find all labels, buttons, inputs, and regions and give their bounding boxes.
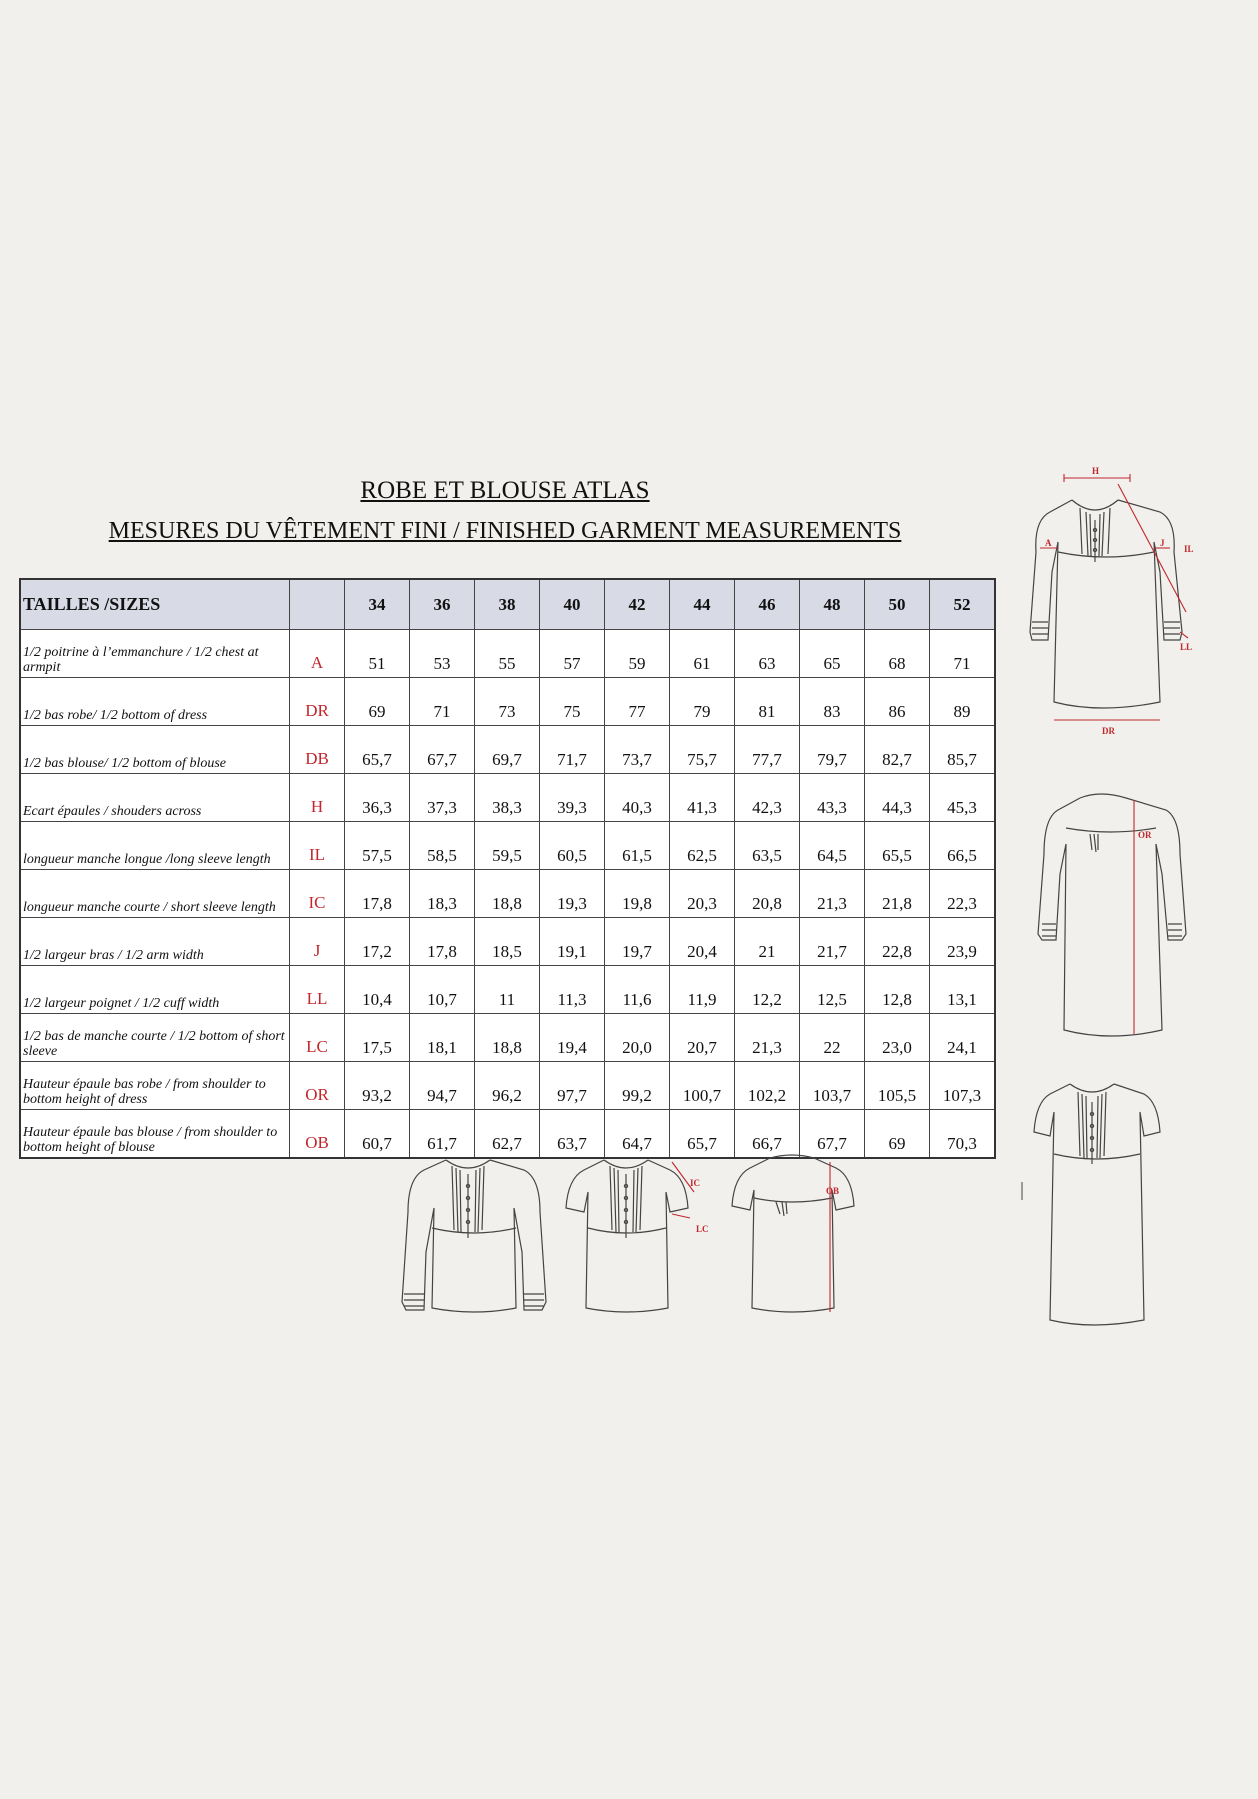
table-row [20, 966, 995, 1014]
measurement-value: 69,7 [475, 726, 540, 774]
measurement-code: LC [290, 1014, 345, 1062]
measurement-value: 65,7 [345, 726, 410, 774]
measurement-value: 61,7 [410, 1110, 475, 1159]
measurement-value: 37,3 [410, 774, 475, 822]
table-row [20, 918, 995, 966]
measurement-value: 79,7 [800, 726, 865, 774]
measurement-value: 12,2 [735, 966, 800, 1014]
measurement-value: 21,3 [735, 1014, 800, 1062]
measurement-value: 22,3 [930, 870, 996, 918]
measurement-value: 63,7 [540, 1110, 605, 1159]
measurement-value: 94,7 [410, 1062, 475, 1110]
diagram-label-lc: LC [696, 1224, 709, 1234]
measurement-value: 12,5 [800, 966, 865, 1014]
measurement-value: 18,8 [475, 1014, 540, 1062]
measurement-value: 73,7 [605, 726, 670, 774]
measurement-value: 77 [605, 678, 670, 726]
measurement-value: 19,8 [605, 870, 670, 918]
diagram-label-h: H [1092, 466, 1100, 476]
measurement-value: 11,6 [605, 966, 670, 1014]
measurement-value: 17,5 [345, 1014, 410, 1062]
diagram-label-il: IL [1184, 544, 1194, 554]
measurement-value: 61 [670, 630, 735, 678]
size-header-cell: 44 [670, 579, 735, 630]
size-header-cell: 52 [930, 579, 996, 630]
size-header-cell: 38 [475, 579, 540, 630]
measurement-value: 17,2 [345, 918, 410, 966]
measurement-value: 53 [410, 630, 475, 678]
measurement-value: 51 [345, 630, 410, 678]
measurement-value: 45,3 [930, 774, 996, 822]
measurement-code: A [290, 630, 345, 678]
measurement-value: 39,3 [540, 774, 605, 822]
measurement-label: Hauteur épaule bas robe / from shoulder to bottom height of dress [20, 1062, 290, 1110]
measurement-value: 68 [865, 630, 930, 678]
measurement-value: 102,2 [735, 1062, 800, 1110]
measurement-value: 43,3 [800, 774, 865, 822]
measurement-value: 19,7 [605, 918, 670, 966]
measurement-code: J [290, 918, 345, 966]
table-row [20, 774, 995, 822]
measurement-value: 11 [475, 966, 540, 1014]
dress-long-sleeve-back-sketch [1030, 784, 1200, 1054]
measurement-value: 17,8 [410, 918, 475, 966]
measurement-code: IC [290, 870, 345, 918]
measurement-value: 22,8 [865, 918, 930, 966]
measurement-value: 13,1 [930, 966, 996, 1014]
measurement-value: 66,7 [735, 1110, 800, 1159]
page-subtitle: MESURES DU VÊTEMENT FINI / FINISHED GARMENT MEASUREMENTS [108, 518, 902, 544]
measurement-label: 1/2 poitrine à l’emmanchure / 1/2 chest at armpit [20, 630, 290, 678]
measurement-value: 65 [800, 630, 865, 678]
measurement-label: longueur manche courte / short sleeve length [20, 870, 290, 918]
measurement-value: 19,1 [540, 918, 605, 966]
measurement-value: 71,7 [540, 726, 605, 774]
measurement-value: 40,3 [605, 774, 670, 822]
measurement-value: 64,7 [605, 1110, 670, 1159]
size-header-cell: 34 [345, 579, 410, 630]
measurement-value: 41,3 [670, 774, 735, 822]
measurement-value: 24,1 [930, 1014, 996, 1062]
measurement-value: 57,5 [345, 822, 410, 870]
size-header-cell: 42 [605, 579, 670, 630]
table-row [20, 678, 995, 726]
measurement-value: 81 [735, 678, 800, 726]
measurement-value: 18,1 [410, 1014, 475, 1062]
measurement-value: 59,5 [475, 822, 540, 870]
measurement-value: 20,3 [670, 870, 735, 918]
measurement-value: 10,4 [345, 966, 410, 1014]
measurement-value: 83 [800, 678, 865, 726]
title-block [0, 474, 1010, 548]
measurement-value: 103,7 [800, 1062, 865, 1110]
measurement-label: Ecart épaules / shouders across [20, 774, 290, 822]
measurement-value: 75 [540, 678, 605, 726]
diagram-label-a: A [1045, 538, 1052, 548]
page-title: ROBE ET BLOUSE ATLAS [360, 477, 650, 504]
measurement-value: 42,3 [735, 774, 800, 822]
measurement-code: LL [290, 966, 345, 1014]
size-header-cell: 40 [540, 579, 605, 630]
measurement-label: longueur manche longue /long sleeve length [20, 822, 290, 870]
measurement-value: 57 [540, 630, 605, 678]
measurement-value: 79 [670, 678, 735, 726]
measurement-value: 21,7 [800, 918, 865, 966]
measurement-label: 1/2 bas blouse/ 1/2 bottom of blouse [20, 726, 290, 774]
measurement-value: 44,3 [865, 774, 930, 822]
measurement-value: 59 [605, 630, 670, 678]
measurement-value: 12,8 [865, 966, 930, 1014]
measurement-value: 58,5 [410, 822, 475, 870]
measurement-value: 71 [410, 678, 475, 726]
measurement-label: 1/2 bas de manche courte / 1/2 bottom of short sleeve [20, 1014, 290, 1062]
measurement-value: 96,2 [475, 1062, 540, 1110]
measurement-value: 105,5 [865, 1062, 930, 1110]
measurement-value: 99,2 [605, 1062, 670, 1110]
table-row [20, 1062, 995, 1110]
measurement-code: DR [290, 678, 345, 726]
measurement-code: DB [290, 726, 345, 774]
table-header-row [20, 579, 995, 630]
measurement-value: 107,3 [930, 1062, 996, 1110]
measurement-value: 20,7 [670, 1014, 735, 1062]
measurement-value: 66,5 [930, 822, 996, 870]
measurement-value: 22 [800, 1014, 865, 1062]
blouse-short-sleeve-back-sketch [726, 1152, 886, 1327]
size-header-cell: 46 [735, 579, 800, 630]
measurement-label: 1/2 largeur poignet / 1/2 cuff width [20, 966, 290, 1014]
table-row [20, 822, 995, 870]
measurement-label: 1/2 bas robe/ 1/2 bottom of dress [20, 678, 290, 726]
measurement-value: 62,7 [475, 1110, 540, 1159]
table-row [20, 1110, 995, 1159]
blouse-long-sleeve-front-sketch [394, 1152, 554, 1327]
measurement-value: 77,7 [735, 726, 800, 774]
code-header-cell [290, 579, 345, 630]
measurement-value: 63 [735, 630, 800, 678]
measurement-value: 67,7 [410, 726, 475, 774]
diagram-label-ob: OB [826, 1186, 840, 1196]
measurement-value: 17,8 [345, 870, 410, 918]
measurement-value: 18,5 [475, 918, 540, 966]
measurement-label: Hauteur épaule bas blouse / from shoulder to bottom height of blouse [20, 1110, 290, 1159]
diagram-label-j: J [1160, 538, 1165, 548]
measurement-value: 100,7 [670, 1062, 735, 1110]
size-header-cell: 48 [800, 579, 865, 630]
blouse-short-sleeve-front-sketch [560, 1152, 720, 1327]
measurement-value: 10,7 [410, 966, 475, 1014]
measurement-code: OR [290, 1062, 345, 1110]
table-row [20, 630, 995, 678]
measurement-value: 75,7 [670, 726, 735, 774]
measurement-value: 63,5 [735, 822, 800, 870]
measurement-value: 67,7 [800, 1110, 865, 1159]
measurement-value: 11,9 [670, 966, 735, 1014]
measurement-value: 55 [475, 630, 540, 678]
measurement-value: 62,5 [670, 822, 735, 870]
dress-long-sleeve-front-sketch [1020, 462, 1210, 752]
diagram-label-ll: LL [1180, 642, 1193, 652]
measurement-value: 38,3 [475, 774, 540, 822]
table-row [20, 870, 995, 918]
measurement-code: H [290, 774, 345, 822]
measurement-value: 61,5 [605, 822, 670, 870]
measurement-value: 86 [865, 678, 930, 726]
measurement-value: 93,2 [345, 1062, 410, 1110]
sizes-header-label: TAILLES /SIZES [20, 579, 290, 630]
measurement-value: 21,8 [865, 870, 930, 918]
measurement-value: 20,8 [735, 870, 800, 918]
measurement-value: 11,3 [540, 966, 605, 1014]
measurement-value: 18,8 [475, 870, 540, 918]
measurement-value: 97,7 [540, 1062, 605, 1110]
measurement-value: 19,3 [540, 870, 605, 918]
measurement-value: 60,5 [540, 822, 605, 870]
measurement-value: 65,7 [670, 1110, 735, 1159]
table-row [20, 726, 995, 774]
measurement-value: 70,3 [930, 1110, 996, 1159]
measurement-value: 65,5 [865, 822, 930, 870]
measurement-value: 36,3 [345, 774, 410, 822]
measurement-value: 20,0 [605, 1014, 670, 1062]
measurement-value: 73 [475, 678, 540, 726]
measurement-value: 18,3 [410, 870, 475, 918]
measurement-label: 1/2 largeur bras / 1/2 arm width [20, 918, 290, 966]
measurement-value: 23,0 [865, 1014, 930, 1062]
measurement-value: 60,7 [345, 1110, 410, 1159]
table-body [20, 630, 995, 1159]
dress-short-sleeve-front-sketch [1020, 1072, 1180, 1332]
size-header-cell: 50 [865, 579, 930, 630]
measurement-value: 82,7 [865, 726, 930, 774]
measurement-value: 64,5 [800, 822, 865, 870]
measurement-value: 89 [930, 678, 996, 726]
measurement-value: 69 [865, 1110, 930, 1159]
measurement-value: 21,3 [800, 870, 865, 918]
measurement-value: 21 [735, 918, 800, 966]
measurement-value: 20,4 [670, 918, 735, 966]
measurement-code: IL [290, 822, 345, 870]
measurement-value: 23,9 [930, 918, 996, 966]
measurement-value: 69 [345, 678, 410, 726]
table-row [20, 1014, 995, 1062]
diagram-label-or: OR [1138, 830, 1152, 840]
diagram-label-ic: IC [690, 1178, 701, 1188]
measurement-value: 19,4 [540, 1014, 605, 1062]
measurement-value: 71 [930, 630, 996, 678]
diagram-label-dr: DR [1102, 726, 1115, 736]
measurement-code: OB [290, 1110, 345, 1159]
size-chart-table [19, 578, 996, 1159]
measurement-value: 85,7 [930, 726, 996, 774]
size-header-cell: 36 [410, 579, 475, 630]
